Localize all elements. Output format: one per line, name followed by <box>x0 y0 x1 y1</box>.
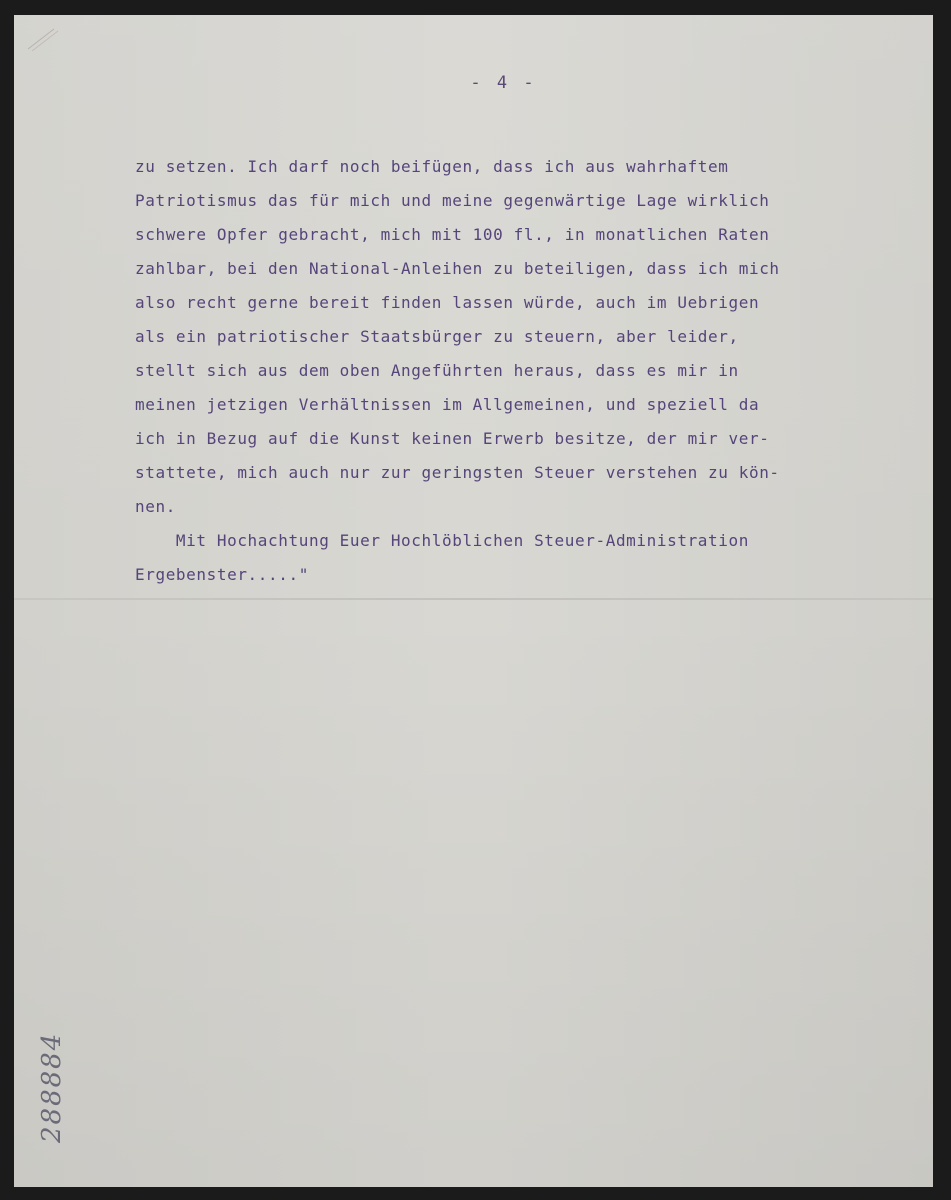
letter-line: schwere Opfer gebracht, mich mit 100 fl., in monatlichen Raten <box>135 225 770 244</box>
closing-line: Mit Hochachtung Euer Hochlöblichen Steuer-Administration <box>135 531 749 550</box>
letter-line: also recht gerne bereit finden lassen würde, auch im Uebrigen <box>135 293 760 312</box>
handwritten-archive-number <box>18 1015 78 1145</box>
page-number: - 4 - <box>470 73 537 93</box>
letter-line: stellt sich aus dem oben Angeführten heraus, dass es mir in <box>135 361 739 380</box>
letter-line: nen. <box>135 497 176 516</box>
letter-line: stattete, mich auch nur zur geringsten Steuer verstehen zu kön- <box>135 463 780 482</box>
paper-fold-line <box>14 598 933 600</box>
letter-line: zahlbar, bei den National-Anleihen zu beteiligen, dass ich mich <box>135 259 780 278</box>
letter-line: als ein patriotischer Staatsbürger zu steuern, aber leider, <box>135 327 739 346</box>
letter-line: zu setzen. Ich darf noch beifügen, dass ich aus wahrhaftem <box>135 157 729 176</box>
letter-line: meinen jetzigen Verhältnissen im Allgemeinen, und speziell da <box>135 395 760 414</box>
document-page <box>14 15 933 1187</box>
signature-line: Ergebenster....." <box>135 565 309 584</box>
corner-pencil-mark <box>24 25 62 53</box>
letter-line: ich in Bezug auf die Kunst keinen Erwerb besitze, der mir ver- <box>135 429 770 448</box>
letter-line: Patriotismus das für mich und meine gegenwärtige Lage wirklich <box>135 191 770 210</box>
archive-number-text: 288884 <box>37 1031 67 1143</box>
letter-body <box>135 150 905 592</box>
